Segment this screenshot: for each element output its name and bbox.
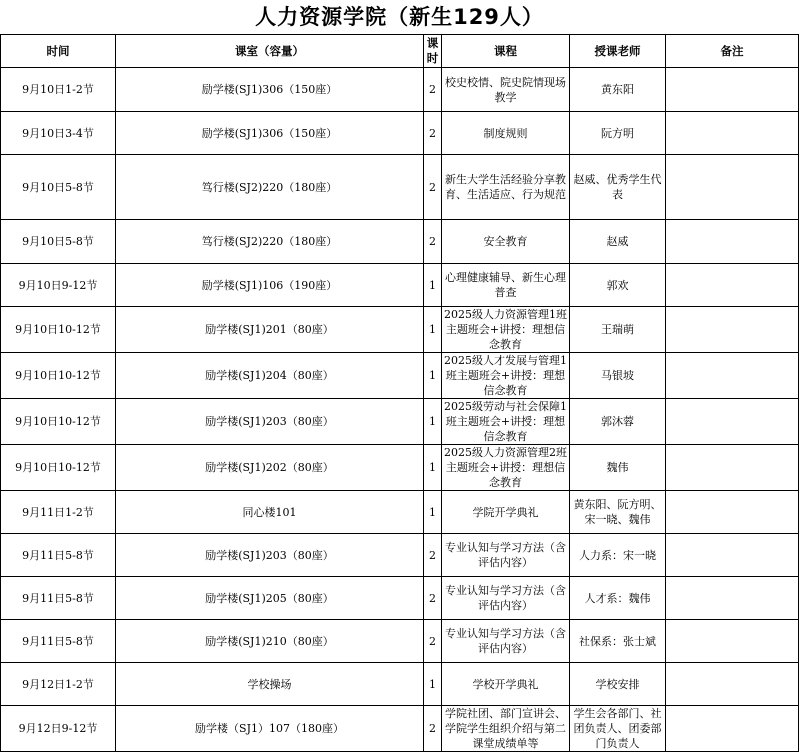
header-time: 时间 xyxy=(1,35,116,68)
cell-room: 笃行楼(SJ2)220（180座） xyxy=(116,155,424,220)
cell-teacher: 阮方明 xyxy=(570,112,666,155)
table-row xyxy=(1,577,799,620)
cell-teacher: 社保系：张士斌 xyxy=(570,620,666,663)
cell-room: 励学楼(SJ1)210（80座） xyxy=(116,620,424,663)
schedule-table xyxy=(0,34,799,752)
header-room: 课室（容量） xyxy=(116,35,424,68)
cell-hours: 1 xyxy=(424,399,442,445)
cell-course: 学校开学典礼 xyxy=(442,663,570,706)
header-course: 课程 xyxy=(442,35,570,68)
table-row xyxy=(1,220,799,264)
table-header-row xyxy=(1,35,799,68)
cell-hours: 1 xyxy=(424,663,442,706)
cell-teacher: 学生会各部门、社团负责人、团委部门负责人 xyxy=(570,706,666,752)
table-row xyxy=(1,445,799,491)
cell-time: 9月10日9-12节 xyxy=(1,264,116,307)
cell-note xyxy=(666,663,799,706)
cell-time: 9月10日10-12节 xyxy=(1,353,116,399)
cell-note xyxy=(666,220,799,264)
cell-note xyxy=(666,112,799,155)
cell-course: 2025级人力资源管理2班主题班会+讲授：理想信念教育 xyxy=(442,445,570,491)
cell-teacher: 赵威、优秀学生代表 xyxy=(570,155,666,220)
cell-room: 笃行楼(SJ2)220（180座） xyxy=(116,220,424,264)
cell-note xyxy=(666,307,799,353)
cell-hours: 2 xyxy=(424,220,442,264)
cell-room: 励学楼(SJ1)306（150座） xyxy=(116,68,424,112)
cell-note xyxy=(666,620,799,663)
cell-note xyxy=(666,491,799,534)
cell-teacher: 马银坡 xyxy=(570,353,666,399)
table-row xyxy=(1,706,799,752)
cell-time: 9月11日5-8节 xyxy=(1,534,116,577)
cell-course: 学院开学典礼 xyxy=(442,491,570,534)
cell-course: 新生大学生活经验分享教育、生活适应、行为规范 xyxy=(442,155,570,220)
cell-teacher: 赵威 xyxy=(570,220,666,264)
header-note: 备注 xyxy=(666,35,799,68)
cell-hours: 1 xyxy=(424,491,442,534)
cell-course: 校史校情、院史院情现场教学 xyxy=(442,68,570,112)
table-row xyxy=(1,307,799,353)
table-row xyxy=(1,112,799,155)
cell-course: 学院社团、部门宣讲会、学院学生组织介绍与第二课堂成绩单等 xyxy=(442,706,570,752)
cell-time: 9月12日9-12节 xyxy=(1,706,116,752)
cell-course: 专业认知与学习方法（含评估内容） xyxy=(442,577,570,620)
cell-room: 励学楼(SJ1)205（80座） xyxy=(116,577,424,620)
cell-course: 2025级人才发展与管理1班主题班会+讲授：理想信念教育 xyxy=(442,353,570,399)
cell-room: 励学楼(SJ1)203（80座） xyxy=(116,534,424,577)
cell-time: 9月10日3-4节 xyxy=(1,112,116,155)
cell-hours: 2 xyxy=(424,620,442,663)
cell-time: 9月10日1-2节 xyxy=(1,68,116,112)
cell-time: 9月10日10-12节 xyxy=(1,399,116,445)
cell-hours: 2 xyxy=(424,534,442,577)
cell-room: 励学楼(SJ1)106（190座） xyxy=(116,264,424,307)
table-row xyxy=(1,663,799,706)
cell-hours: 1 xyxy=(424,264,442,307)
cell-hours: 1 xyxy=(424,307,442,353)
cell-teacher: 人才系：魏伟 xyxy=(570,577,666,620)
cell-course: 2025级劳动与社会保障1班主题班会+讲授：理想信念教育 xyxy=(442,399,570,445)
cell-course: 安全教育 xyxy=(442,220,570,264)
table-row xyxy=(1,534,799,577)
cell-teacher: 王瑞萌 xyxy=(570,307,666,353)
cell-room: 同心楼101 xyxy=(116,491,424,534)
cell-room: 励学楼(SJ1)203（80座） xyxy=(116,399,424,445)
cell-note xyxy=(666,577,799,620)
cell-note xyxy=(666,534,799,577)
cell-hours: 1 xyxy=(424,353,442,399)
cell-time: 9月10日5-8节 xyxy=(1,155,116,220)
table-row xyxy=(1,155,799,220)
cell-teacher: 学校安排 xyxy=(570,663,666,706)
cell-course: 心理健康辅导、新生心理普查 xyxy=(442,264,570,307)
cell-room: 励学楼(SJ1)202（80座） xyxy=(116,445,424,491)
cell-note xyxy=(666,445,799,491)
cell-room: 励学楼(SJ1)306（150座） xyxy=(116,112,424,155)
cell-time: 9月11日5-8节 xyxy=(1,620,116,663)
header-teacher: 授课老师 xyxy=(570,35,666,68)
cell-course: 专业认知与学习方法（含评估内容） xyxy=(442,534,570,577)
cell-time: 9月10日10-12节 xyxy=(1,445,116,491)
cell-room: 励学楼（SJ1）107（180座） xyxy=(116,706,424,752)
cell-teacher: 郭欢 xyxy=(570,264,666,307)
cell-course: 制度规则 xyxy=(442,112,570,155)
cell-hours: 2 xyxy=(424,706,442,752)
cell-time: 9月11日1-2节 xyxy=(1,491,116,534)
cell-time: 9月12日1-2节 xyxy=(1,663,116,706)
table-row xyxy=(1,399,799,445)
table-row xyxy=(1,491,799,534)
cell-room: 学校操场 xyxy=(116,663,424,706)
cell-course: 2025级人力资源管理1班主题班会+讲授：理想信念教育 xyxy=(442,307,570,353)
table-row xyxy=(1,68,799,112)
cell-hours: 2 xyxy=(424,577,442,620)
cell-hours: 1 xyxy=(424,445,442,491)
cell-note xyxy=(666,68,799,112)
cell-hours: 2 xyxy=(424,155,442,220)
cell-note xyxy=(666,399,799,445)
cell-room: 励学楼(SJ1)201（80座） xyxy=(116,307,424,353)
cell-note xyxy=(666,155,799,220)
cell-hours: 2 xyxy=(424,112,442,155)
cell-room: 励学楼(SJ1)204（80座） xyxy=(116,353,424,399)
cell-course: 专业认知与学习方法（含评估内容） xyxy=(442,620,570,663)
cell-note xyxy=(666,706,799,752)
table-row xyxy=(1,620,799,663)
table-row xyxy=(1,264,799,307)
cell-hours: 2 xyxy=(424,68,442,112)
table-row xyxy=(1,353,799,399)
header-hours: 课时 xyxy=(424,35,442,68)
cell-teacher: 黄东阳、阮方明、宋一晓、魏伟 xyxy=(570,491,666,534)
cell-teacher: 人力系：宋一晓 xyxy=(570,534,666,577)
cell-time: 9月10日10-12节 xyxy=(1,307,116,353)
cell-note xyxy=(666,353,799,399)
table-body xyxy=(1,68,799,752)
cell-teacher: 郭沐蓉 xyxy=(570,399,666,445)
cell-time: 9月10日5-8节 xyxy=(1,220,116,264)
cell-time: 9月11日5-8节 xyxy=(1,577,116,620)
cell-teacher: 黄东阳 xyxy=(570,68,666,112)
cell-teacher: 魏伟 xyxy=(570,445,666,491)
cell-note xyxy=(666,264,799,307)
page-title: 人力资源学院（新生129人） xyxy=(255,5,544,29)
